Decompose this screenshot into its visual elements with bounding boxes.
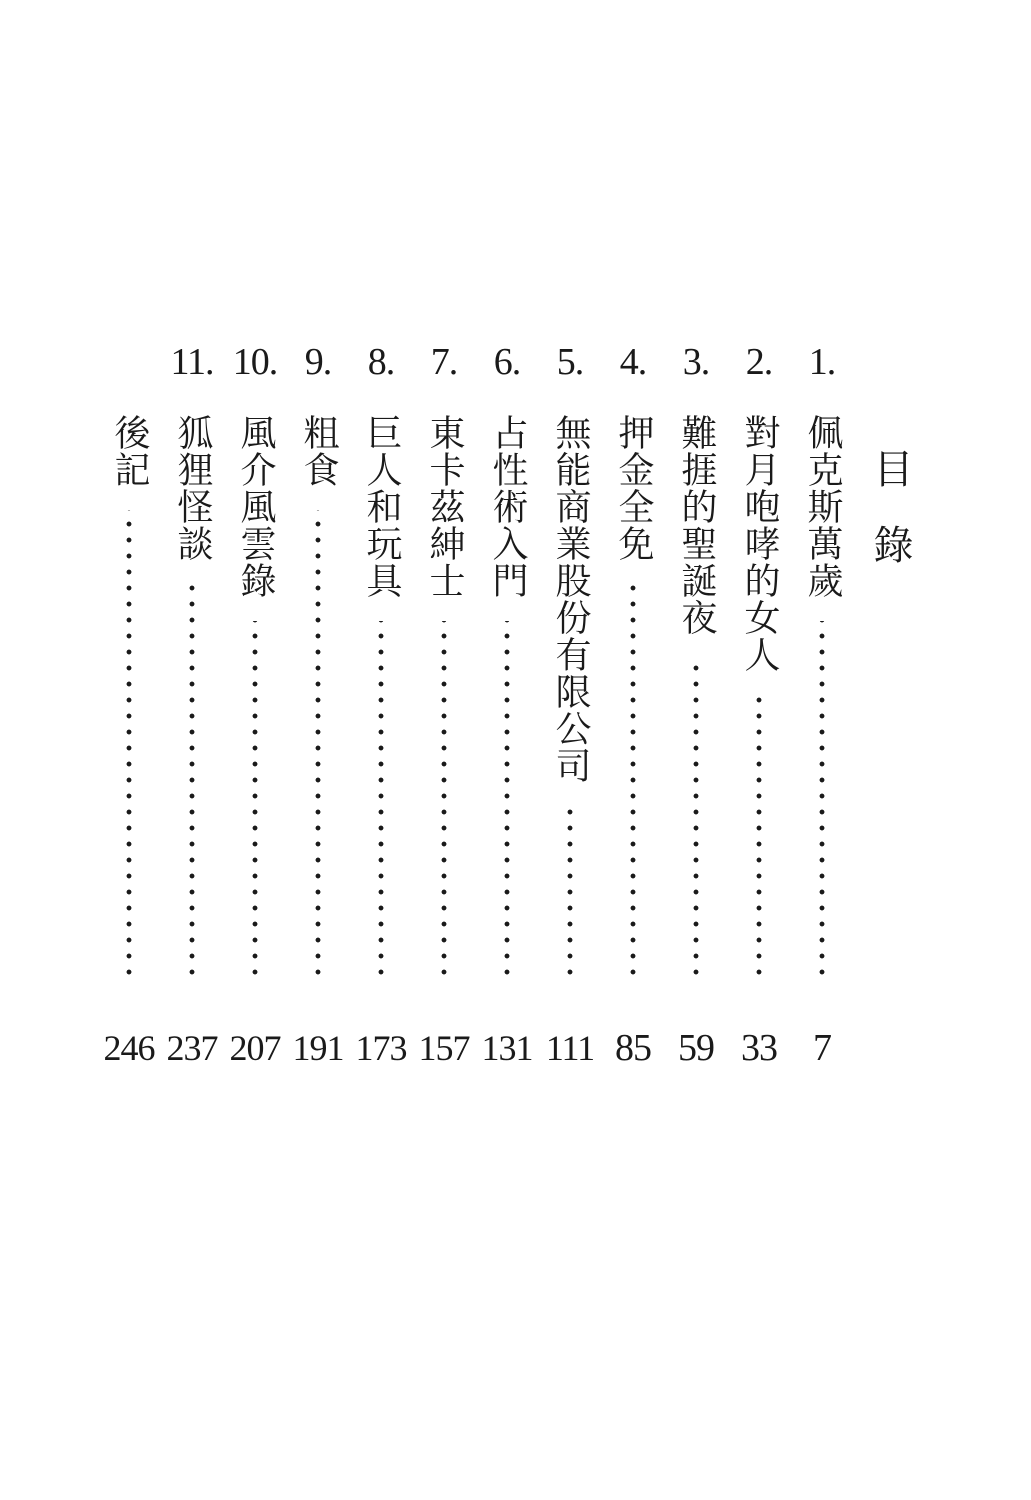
entry-page-number: 111 (545, 1028, 595, 1068)
dot-leader (438, 621, 450, 980)
toc-entry-4 (602, 340, 664, 1080)
entry-title: 對月咆哮的女人 (739, 414, 780, 673)
entry-page-number: 191 (292, 1028, 344, 1068)
dot-leader (564, 806, 576, 980)
entry-title: 占性術入門 (487, 414, 528, 599)
toc-entry-6 (476, 340, 538, 1080)
toc-entry-11 (161, 340, 223, 1080)
toc-entry-5 (539, 340, 601, 1080)
entry-page-number: 157 (418, 1028, 470, 1068)
toc-entry-2 (728, 340, 790, 1080)
toc-entry-3 (665, 340, 727, 1080)
entry-number: 1. (808, 341, 836, 383)
entry-page-number: 85 (615, 1027, 651, 1069)
dot-leader (375, 621, 387, 980)
entry-page-number: 173 (355, 1028, 407, 1068)
dot-leader (312, 510, 324, 980)
entry-title: 風介風雲錄 (235, 414, 276, 599)
entry-number: 8. (367, 341, 395, 383)
entry-page-number: 207 (229, 1028, 281, 1068)
entry-number: 6. (493, 341, 521, 383)
dot-leader (690, 658, 702, 980)
entry-title: 佩克斯萬歲 (802, 414, 843, 599)
entry-title: 東卡茲紳士 (424, 414, 465, 599)
entry-number: 4. (619, 341, 647, 383)
entry-title: 巨人和玩具 (361, 414, 402, 599)
entry-number: 5. (556, 341, 584, 383)
dot-leader (123, 510, 135, 980)
dot-leader (186, 584, 198, 980)
toc-entry-1 (791, 340, 853, 1080)
entry-title: 押金全免 (613, 414, 654, 562)
entry-title: 難捱的聖誕夜 (676, 414, 717, 636)
entry-page-number: 7 (813, 1027, 831, 1069)
entry-page-number: 237 (166, 1028, 218, 1068)
toc-entry-8 (350, 340, 412, 1080)
entry-number: 11. (170, 341, 214, 383)
entry-page-number: 131 (481, 1028, 533, 1068)
entry-page-number: 59 (678, 1027, 714, 1069)
entry-title: 無能商業股份有限公司 (550, 414, 591, 784)
dot-leader (753, 695, 765, 980)
toc-heading: 目錄 (867, 448, 913, 600)
entry-number: 7. (430, 341, 458, 383)
entry-number: 2. (745, 341, 773, 383)
toc-entry-10 (224, 340, 286, 1080)
dot-leader (627, 584, 639, 980)
entry-title: 粗食 (298, 414, 339, 488)
toc-entry-7 (413, 340, 475, 1080)
dot-leader (816, 621, 828, 980)
entry-number: 9. (304, 341, 332, 383)
toc-entry-afterword (98, 340, 160, 1080)
entry-number: 10. (232, 341, 278, 383)
entry-title: 狐狸怪談 (172, 414, 213, 562)
dot-leader (501, 621, 513, 980)
dot-leader (249, 621, 261, 980)
entry-page-number: 246 (103, 1028, 155, 1068)
entry-number: 3. (682, 341, 710, 383)
entry-title: 後記 (109, 414, 150, 488)
toc-entry-9 (287, 340, 349, 1080)
entry-page-number: 33 (741, 1027, 777, 1069)
